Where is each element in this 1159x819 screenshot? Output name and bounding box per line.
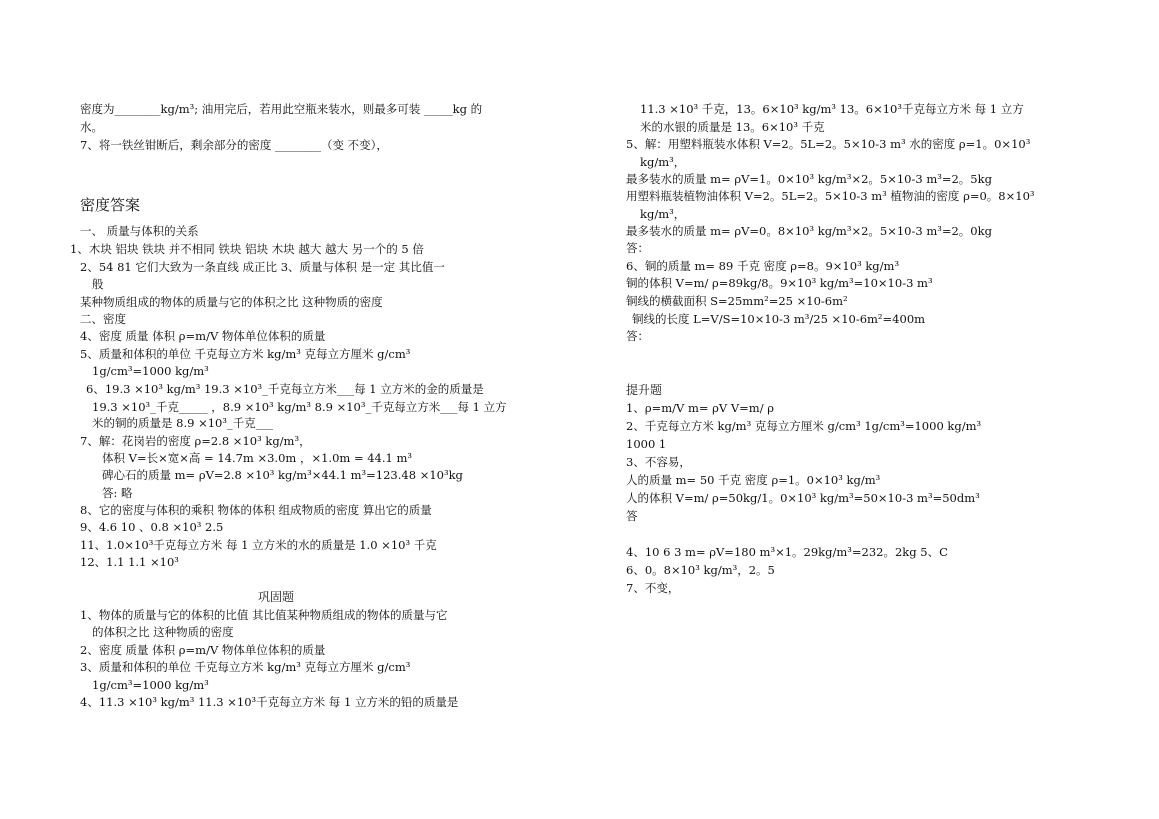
text-line: kg/m³，	[640, 207, 686, 221]
text-line: 4、密度 质量 体积 ρ=m/V 物体单位体积的质量	[80, 329, 326, 343]
text-line: kg/m³，	[640, 155, 686, 169]
text-line: 铜线的横截面积 S=25mm²=25 ×10-6m²	[626, 294, 848, 308]
text-line: 最多装水的质量 m= ρV=0。8×10³ kg/m³×2。5×10-3 m³=2。0kg	[626, 224, 992, 238]
text-line: 5、质量和体积的单位 千克每立方米 kg/m³ 克每立方厘米 g/cm³	[80, 347, 411, 361]
text-line: 最多装水的质量 m= ρV=1。0×10³ kg/m³×2。5×10-3 m³=2。5kg	[626, 172, 992, 186]
text-line: 铜线的长度 L=V/S=10×10-3 m³/25 ×10-6m²=400m	[632, 312, 926, 326]
text-line: 4、11.3 ×10³ kg/m³ 11.3 ×10³千克每立方米 每 1 立方米的铅的质量是	[80, 695, 459, 709]
text-line: 11.3 ×10³ 千克，13。6×10³ kg/m³ 13。6×10³千克每立方米 每 1 立方	[640, 102, 1024, 116]
text-line: 水。	[80, 120, 103, 134]
text-line: 2、千克每立方米 kg/m³ 克每立方厘米 g/cm³ 1g/cm³=1000 kg/m³	[626, 419, 982, 433]
text-line: 用塑料瓶装植物油体积 V=2。5L=2。5×10-3 m³ 植物油的密度 ρ=0。8×10³	[626, 189, 1035, 203]
section-heading: 提升题	[626, 383, 663, 397]
section-title: 密度答案	[80, 196, 141, 214]
text-line: 3、不容易，	[626, 455, 691, 469]
text-line: 1000 1	[626, 437, 667, 451]
text-line: 人的体积 V=m/ ρ=50kg/1。0×10³ kg/m³=50×10-3 m³=50dm³	[626, 491, 980, 505]
text-line: 6、19.3 ×10³ kg/m³ 19.3 ×10³_千克每立方米___每 1 立方米的金的质量是	[86, 382, 484, 396]
text-line: 米的水银的质量是 13。6×10³ 千克	[640, 120, 825, 134]
text-line: 5、解：用塑料瓶装水体积 V=2。5L=2。5×10-3 m³ 水的密度 ρ=1。0×10³	[626, 137, 1031, 151]
text-line: 6、0。8×10³ kg/m³，2。5	[626, 563, 775, 577]
text-line: 二、密度	[80, 312, 126, 326]
text-line: 19.3 ×10³_千克_____ ，8.9 ×10³ kg/m³ 8.9 ×10³_千克每立方米___每 1 立方	[92, 400, 507, 414]
text-line: 答：	[626, 241, 649, 255]
text-line: 1g/cm³=1000 kg/m³	[92, 364, 209, 378]
text-line: 铜的体积 V=m/ ρ=89kg/8。9×10³ kg/m³=10×10-3 m³	[626, 276, 933, 290]
text-line: 6、铜的质量 m= 89 千克 密度 ρ=8。9×10³ kg/m³	[626, 259, 900, 273]
text-line: 1、ρ=m/V m= ρV V=m/ ρ	[626, 401, 775, 415]
text-line: 3、质量和体积的单位 千克每立方米 kg/m³ 克每立方厘米 g/cm³	[80, 660, 411, 674]
text-line: 密度为________kg/m³; 油用完后，若用此空瓶来装水，则最多可装 _____kg 的	[80, 102, 483, 116]
text-line: 7、不变，	[626, 581, 680, 595]
text-line: 1g/cm³=1000 kg/m³	[92, 678, 209, 692]
section-heading: 巩固题	[258, 590, 295, 604]
text-line: 7、将一铁丝钳断后，剩余部分的密度 ________（变 不变），	[80, 138, 388, 152]
text-line: 8、它的密度与体积的乘积 物体的体积 组成物质的密度 算出它的质量	[80, 503, 432, 517]
text-line: 答	[626, 509, 638, 523]
text-line: 1、物体的质量与它的体积的比值 其比值某种物质组成的物体的质量与它	[80, 608, 448, 622]
text-line: 11、1.0×10³千克每立方米 每 1 立方米的水的质量是 1.0 ×10³ 千克	[80, 538, 437, 552]
text-line: 1、木块 铝块 铁块 并不相同 铁块 铝块 木块 越大 越大 另一个的 5 倍	[70, 242, 424, 256]
text-line: 碑心石的质量 m= ρV=2.8 ×10³ kg/m³×44.1 m³=123.48 ×10³kg	[102, 468, 463, 482]
text-line: 般	[92, 277, 104, 291]
text-line: 2、54 81 它们大致为一条直线 成正比 3、质量与体积 是一定 其比值一	[80, 260, 445, 274]
text-line: 2、密度 质量 体积 ρ=m/V 物体单位体积的质量	[80, 643, 326, 657]
text-line: 的体积之比 这种物质的密度	[92, 625, 234, 639]
text-line: 4、10 6 3 m= ρV=180 m³×1。29kg/m³=232。2kg 5、C	[626, 545, 948, 559]
text-line: 米的铜的质量是 8.9 ×10³_千克___	[92, 416, 273, 430]
text-line: 某种物质组成的物体的质量与它的体积之比 这种物质的密度	[80, 295, 383, 309]
text-line: 体积 V=长×宽×高 = 14.7m ×3.0m ，×1.0m = 44.1 m³	[102, 451, 413, 465]
text-line: 9、4.6 10 、0.8 ×10³ 2.5	[80, 520, 224, 534]
text-line: 答：	[626, 329, 649, 343]
text-line: 人的质量 m= 50 千克 密度 ρ=1。0×10³ kg/m³	[626, 473, 881, 487]
text-line: 7、解：花岗岩的密度 ρ=2.8 ×10³ kg/m³，	[80, 434, 311, 448]
text-line: 12、1.1 1.1 ×10³	[80, 555, 179, 569]
text-line: 一、 质量与体积的关系	[80, 224, 199, 238]
text-line: 答: 略	[102, 486, 133, 500]
